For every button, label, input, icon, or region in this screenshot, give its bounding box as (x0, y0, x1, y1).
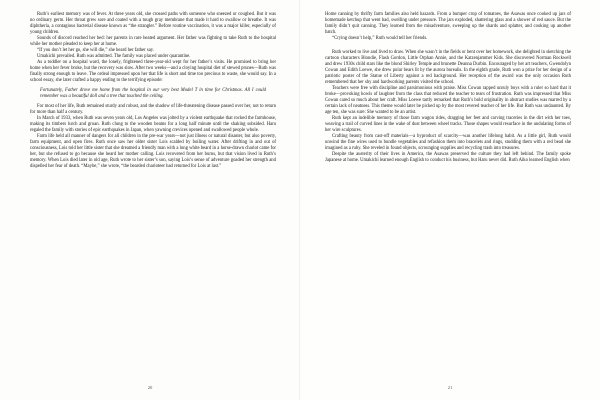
right-page (300, 0, 600, 400)
body-paragraph: Ruth’s earliest memory was of fever. At three years old, she crossed paths with someone who sneezed or coughed. But it was no ordinary germ. Her throat grew sore and coated with a tough gray membrane that made it hard to swallow or breathe. It was diphtheria, a contagious bacterial disease known as “the strangler.” Before routine vaccination, it was a major killer, especially of young children. (30, 12, 276, 35)
page-number-left: 20 (147, 385, 153, 390)
body-paragraph: Ruth worked to live and lived to draw. When she wasn’t in the fields or bent over her homework, she delighted in sketching the cartoon characters Blondie, Flash Gordon, Little Orphan Annie, and the Katzenjammer Kids. She discovered Norman Rockwell and drew 1930s child stars like the blond Shirley Temple and brunette Deanna Durbin. Encouraged by her art teachers, Gwendolyn Cowan and Edith Loewe, she drew polar bears lit by the aurora borealis. In the eighth grade, Ruth won a prize for her design of a patriotic poster of the Statue of Liberty against a red background. Her reception of the award was the only occasion Ruth remembered that her shy and hardworking parents visited the school. (325, 50, 571, 85)
body-paragraph: Teachers were free with discipline and parsimonious with praise. Miss Cowan rapped unruly boys with a ruler so hard that it broke—provoking howls of laughter from the class that reduced the teacher to tears of frustration. Ruth was impressed that Miss Cowan cared so much about her craft. Miss Loewe tartly remarked that Ruth’s bold originality in abstract studies was marred by a certain lack of neatness. This theme would later be picked up by the most revered teacher of her life. But Ruth was undaunted. By age ten, she was sure: She wanted to be an artist. (325, 86, 571, 115)
body-paragraph: Crafting beauty from cast-off materials—a byproduct of scarcity—was another lifelong habit. As a little girl, Ruth would unwind the fine wires used to bundle vegetables and refashion them into bracelets and rings, studding them with a red bead she imagined as a ruby. She reveled in found objects, scrounging supplies and recycling trash into treasures. (325, 134, 571, 151)
body-paragraph: Farm life held all manner of dangers for all children in the pre-war years—not just illness or natural disaster, but also poverty, farm equipment, and open fires. Ruth once saw her older sister Lois scalded by boiling water. After drifting in and out of consciousness, Lois told her little sister that she dreamed a friendly man with a long white beard in a horse-drawn chariot came for her, but she refused to go because she heard her mother calling. Lois recovered from her burns, but that vision lived in Ruth’s memory. When Lois died later in old age, Ruth wrote to her sister’s son, saying Lois’s sense of adventure goaded her strength and dispelled her fear of death. “Maybe,” she wrote, “the bearded charioteer had returned for Lois at last.” (30, 134, 276, 169)
body-paragraph: For most of her life, Ruth remained sturdy and robust, and the shadow of life-threatening disease passed over her, not to return for more than half a century. (30, 104, 276, 115)
block-quote: Fortunately, Father drove me home from the hospital in our very best Model T in time for Christmas. All I could remember was a beautiful doll and a tree that touched the ceiling. (40, 88, 266, 99)
body-paragraph: Sounds of discord reached her bed: her parents in rare heated argument. Her father was fighting to take Ruth to the hospital while her mother pleaded to keep her at home. (30, 36, 276, 47)
body-paragraph: Ruth kept an indelible memory of those farm wagon rides, dragging her feet and carving traceries in the dirt with her toes, weaving a trail of curved lines in the wake of dust between wheel tracks. Those shapes would resurface in the undulating forms of her wire sculptures. (325, 116, 571, 133)
body-paragraph: “If you don’t let her go, she will die,” she heard her father say. (37, 48, 155, 53)
body-paragraph: Despite the austerity of their lives in America, the Asawas preserved the culture they had left behind. The family spoke Japanese at home. Umakichi learned enough English to conduct his business, but Haru never did. Ruth Aiko learned English when (325, 152, 571, 163)
body-paragraph: As a toddler on a hospital ward, the lonely, frightened three-year-old wept for her father’s visits. He promised to bring her home when her fever broke, but the recovery was slow. After two weeks—and a cloying hospital diet of stewed prunes—Ruth was finally strong enough to leave. The ordeal impressed upon her that life is short and time too precious to waste, she would say. In a school essay, she later crafted a happy ending to the terrifying episode: (30, 60, 276, 83)
body-paragraph: In March of 1933, when Ruth was seven years old, Los Angeles was jolted by a violent earthquake that rocked the farmhouse, making its timbers lurch and groan. Ruth clung to the wooden beams for a long half minute until the shaking subsided. Haru regaled the family with stories of epic earthquakes in Japan, when yawning crevices opened and swallowed people whole. (30, 116, 276, 133)
left-page-body (30, 12, 276, 170)
page-number-right: 21 (447, 385, 453, 390)
body-paragraph: Umakichi prevailed. Ruth was admitted. The family was placed under quarantine. (37, 54, 191, 59)
section-break (325, 42, 571, 50)
right-page-body (325, 12, 571, 164)
body-paragraph: Home canning by thrifty farm families also held hazards. From a bumper crop of tomatoes, the Asawas once cooked up jars of homemade ketchup that went bad, swelling under pressure. The jars exploded, shattering glass and a shower of red sauce. But the family didn’t quit canning. They learned from the misadventure, sweeping up the shards and splatter, and cooking up another batch. (325, 12, 571, 35)
body-paragraph: “Crying doesn’t help,” Ruth would tell her friends. (332, 36, 428, 41)
